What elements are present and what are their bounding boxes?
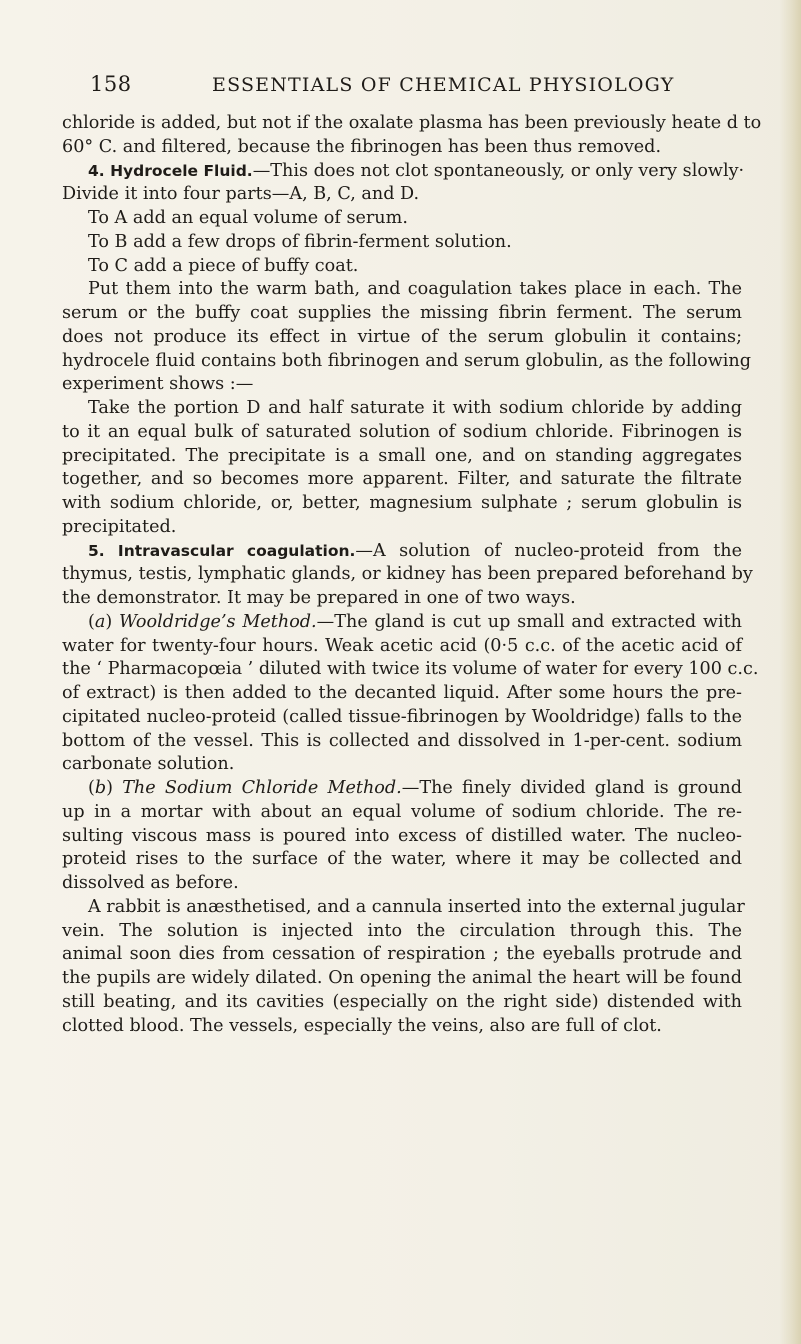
text-line [62,516,742,540]
text-line [62,682,742,706]
line-text: cipitated nucleo-proteid (called tissue-fibrinogen by Wooldridge) falls to the [62,706,742,727]
text-line [62,920,742,944]
text-line [62,991,742,1015]
line-text: water for twenty-four hours. Weak acetic acid (0·5 c.c. of the acetic acid of [62,635,742,656]
line-text: to it an equal bulk of saturated solution of sodium chloride. Fibrinogen is [62,421,742,442]
text-line [62,160,745,184]
body-text [62,112,762,1038]
line-text: the ‘ Pharmacopœia ’ diluted with twice its volume of water for every 100 c.c. [62,659,759,680]
line-text: experiment shows :— [62,374,254,395]
line-text: —The finely divided gland is ground [401,778,742,798]
line-text: A rabbit is anæsthetised, and a cannula inserted into the external jugular [88,896,745,917]
text-line [62,540,742,564]
line-text: bottom of the vessel. This is collected and dissolved in 1-per-cent. sodium [62,730,742,751]
line-text: clotted blood. The vessels, especially the veins, also are full of clot. [62,1015,662,1036]
text-line [62,373,742,397]
text-line [62,777,742,801]
line-text: hydrocele fluid contains both fibrinogen and serum globulin, as the following [62,350,752,371]
page-number: 158 [90,72,132,96]
text-line [62,896,745,920]
text-line [62,445,742,469]
line-text: To C add a piece of buffy coat. [88,255,359,276]
line-text: serum or the buffy coat supplies the missing fibrin ferment. The serum [62,303,742,323]
text-fragment: ) [105,611,120,632]
line-text: To A add an equal volume of serum. [88,208,408,228]
text-line [62,848,742,872]
line-text: —The gland is cut up small and extracted with [316,611,742,632]
line-text: of extract) is then added to the decanted liquid. After some hours the pre- [62,683,742,703]
running-head: ESSENTIALS OF CHEMICAL PHYSIOLOGY [212,74,675,96]
line-text: the demonstrator. It may be prepared in one of two ways. [62,588,576,608]
line-text: up in a mortar with about an equal volume of sodium chloride. The re- [62,801,742,822]
italic-letter: a [94,611,106,632]
text-line [62,255,742,279]
text-line [62,825,742,849]
line-text: chloride is added, but not if the oxalate plasma has been previously heate d to [62,113,762,133]
line-text: dissolved as before. [62,873,239,893]
line-text: does not produce its effect in virtue of the serum globulin it contains; [62,326,742,347]
text-line [62,326,742,350]
line-text: Take the portion D and half saturate it with sodium chloride by adding [88,398,742,418]
text-line [62,563,753,587]
line-text: precipitated. The precipitate is a small one, and on standing aggregates [62,445,742,466]
text-line [62,635,742,659]
line-text: —A solution of nucleo-proteid from the [355,540,743,561]
line-text: 60° C. and filtered, because the fibrinogen has been thus removed. [62,136,662,157]
line-text: carbonate solution. [62,754,235,775]
line-text: To B add a few drops of fibrin-ferment solution. [88,231,512,252]
text-line [62,350,752,374]
line-text: together, and so becomes more apparent. Filter, and saturate the filtrate [62,469,742,490]
text-line [62,872,742,896]
text-line [62,611,742,635]
line-text: Divide it into four parts—A, B, C, and D. [62,184,420,205]
text-line [62,112,762,136]
line-text: thymus, testis, lymphatic glands, or kidney has been prepared beforehand by [62,564,753,585]
text-line [62,136,742,160]
text-line [62,730,742,754]
text-line [62,468,742,492]
text-line [62,753,742,777]
line-text: precipitated. [62,516,177,537]
text-line [62,302,742,326]
italic-letter: b [94,778,107,798]
line-text: Put them into the warm bath, and coagulation takes place in each. The [88,279,742,300]
text-line [62,967,742,991]
text-line [62,587,742,611]
text-line [62,706,742,730]
text-fragment: ) [106,778,123,798]
text-line [62,1015,742,1039]
text-line [62,278,742,302]
line-text: —This does not clot spontaneously, or only very slowly· [252,160,745,181]
page-edge-shadow [779,0,801,1344]
text-line [62,658,759,682]
line-text: with sodium chloride, or, better, magnesium sulphate ; serum globulin is [62,493,742,513]
section-heading: 4. Hydrocele Fluid. [88,161,253,180]
line-text: animal soon dies from cessation of respiration ; the eyeballs protrude and [62,944,742,965]
text-line [62,801,742,825]
text-line [62,943,742,967]
section-heading: 5. Intravascular coagulation. [88,541,356,560]
text-line [62,183,742,207]
line-text: vein. The solution is injected into the circulation through this. The [62,920,742,941]
line-text: the pupils are widely dilated. On opening the animal the heart will be found [62,968,742,988]
page-header [90,72,750,106]
text-line [62,397,742,421]
text-fragment: ( [88,778,95,798]
line-text: proteid rises to the surface of the water, where it may be collected and [62,849,742,870]
text-line [62,207,742,231]
text-line [62,421,742,445]
text-fragment: ( [88,611,95,632]
line-text: still beating, and its cavities (especially on the right side) distended with [62,991,742,1012]
italic-heading: The Sodium Chloride Method. [122,778,402,798]
italic-heading: Wooldridge’s Method. [119,611,317,632]
line-text: sulting viscous mass is poured into excess of distilled water. The nucleo- [62,825,742,846]
text-line [62,231,742,255]
text-line [62,492,742,516]
